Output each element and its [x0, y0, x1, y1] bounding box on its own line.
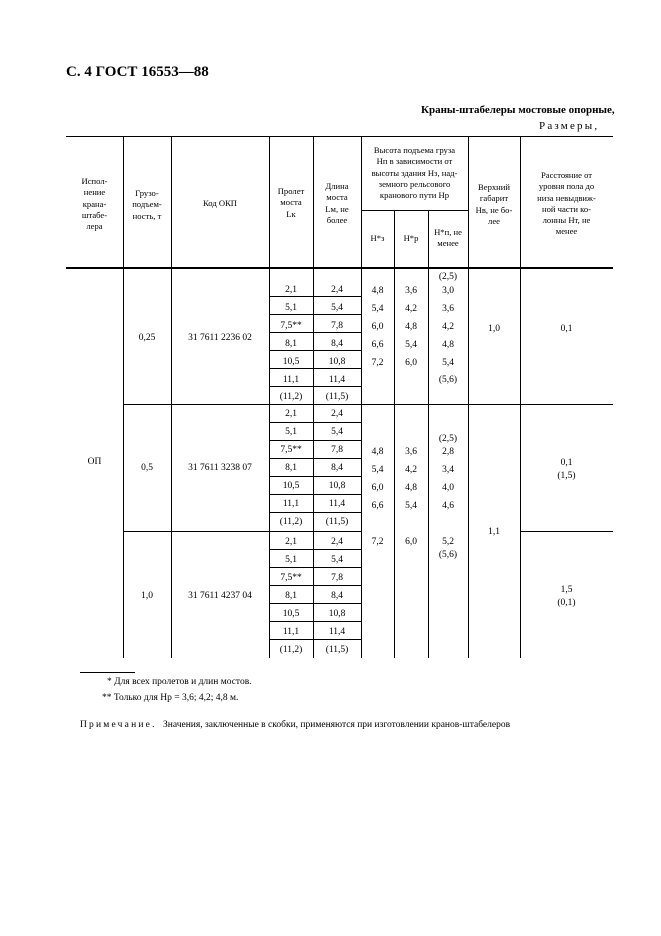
span-cell: (11,2) [279, 645, 303, 655]
span-cell: 5,1 [285, 303, 297, 313]
okp-cell: 31 7611 2236 02 [188, 333, 252, 343]
span-cell: 5,1 [285, 555, 297, 565]
hz-cell: 6,6 [371, 501, 384, 511]
length-cell: 11,4 [328, 499, 346, 509]
hz-cell: 7,2 [371, 358, 384, 368]
length-cell: 11,4 [328, 627, 346, 637]
length-cell: 2,4 [331, 537, 343, 547]
header-execution: Испол- нение крана- штабе- лера [81, 176, 108, 232]
length-cell: 5,4 [331, 555, 343, 565]
hr-cell: 5,4 [405, 340, 417, 350]
hp-cell: 5,4 [442, 358, 454, 368]
header-hp: H*п, не менее [434, 227, 462, 249]
header-floor-distance: Расстояние от уровня пола до низа невыдвиж- ной части ко- лонны Hт, не менее [537, 170, 596, 237]
hr-cell: 4,2 [405, 304, 417, 314]
hr-cell: 3,6 [405, 286, 417, 296]
span-cell: (11,2) [279, 517, 303, 527]
hp-cell: 4,2 [442, 322, 454, 332]
footnote: ** Только для Hр = 3,6; 4,2; 4,8 м. [102, 693, 239, 703]
top-clearance-cell: 1,1 [488, 527, 500, 537]
span-cell: 8,1 [285, 463, 297, 473]
span-cell: 11,1 [282, 627, 300, 637]
span-cell: 2,1 [285, 537, 297, 547]
hp-cell: 3,4 [442, 465, 454, 475]
length-cell: 2,4 [331, 285, 343, 295]
hr-cell: 6,0 [405, 358, 417, 368]
length-cell: 11,4 [328, 375, 346, 385]
header-span: Пролет моста Lк [277, 186, 305, 219]
footnote: * Для всех пролетов и длин мостов. [107, 677, 252, 687]
hp-cell: (5,6) [438, 550, 458, 560]
capacity-cell: 0,5 [141, 463, 153, 473]
length-cell: 8,4 [331, 463, 343, 473]
span-cell: 8,1 [285, 339, 297, 349]
note-text: Значения, заключенные в скобки, применяются при изготовлении кранов-штабелеров [163, 720, 511, 730]
length-cell: 8,4 [331, 591, 343, 601]
top-clearance-cell: 1,0 [488, 324, 500, 334]
span-cell: 11,1 [282, 375, 300, 385]
length-cell: 7,8 [331, 321, 343, 331]
hp-cell: 4,0 [442, 483, 454, 493]
span-cell: 11,1 [282, 499, 300, 509]
length-cell: 8,4 [331, 339, 343, 349]
header-hz: H*з [370, 233, 385, 243]
span-cell: 10,5 [282, 357, 300, 367]
span-cell: 8,1 [285, 591, 297, 601]
length-cell: 10,8 [328, 481, 346, 491]
hr-cell: 4,8 [405, 483, 417, 493]
length-cell: 2,4 [331, 409, 343, 419]
hr-cell: 5,4 [405, 501, 417, 511]
hp-cell: 3,0 [442, 286, 454, 296]
length-cell: 7,8 [331, 573, 343, 583]
span-cell: 10,5 [282, 481, 300, 491]
length-cell: 7,8 [331, 445, 343, 455]
span-cell: 7,5** [280, 321, 302, 331]
span-cell: 7,5** [280, 445, 302, 455]
hz-cell: 6,0 [371, 483, 384, 493]
hp-cell: 2,8 [442, 447, 454, 457]
length-cell: 10,8 [328, 357, 346, 367]
header-lift-group: Высота подъема груза Hп в зависимости от высоты здания Hз, над- земного рельсового кранового пути Hр [371, 145, 458, 201]
floor-distance-cell: 1,5 [560, 585, 573, 595]
okp-cell: 31 7611 4237 04 [188, 591, 252, 601]
header-top-clearance: Верхний габарит Hв, не бо- лее [475, 182, 513, 226]
note-label: Примечание. [80, 720, 157, 730]
header-capacity: Грузо- подъем- ность, т [132, 188, 162, 221]
execution-cell: ОП [87, 457, 102, 467]
hz-cell: 6,6 [371, 340, 384, 350]
note [80, 720, 510, 730]
hp-cell: 4,6 [442, 501, 454, 511]
hz-cell: 6,0 [371, 322, 384, 332]
table-caption: Краны-штабелеры мостовые опорные, [421, 104, 615, 116]
span-cell: 5,1 [285, 427, 297, 437]
capacity-cell: 0,25 [138, 333, 156, 343]
hz-cell: 7,2 [371, 537, 384, 547]
hp-cell: (2,5) [438, 434, 458, 444]
page-header: С. 4 ГОСТ 16553—88 [66, 64, 209, 80]
hz-cell: 4,8 [371, 447, 384, 457]
floor-distance-cell: 0,1 [560, 324, 573, 334]
header-okp: Код ОКП [202, 198, 238, 208]
okp-cell: 31 7611 3238 07 [188, 463, 252, 473]
header-length: Длина моста Lм, не более [325, 181, 349, 225]
span-cell: 7,5** [280, 573, 302, 583]
floor-distance-cell: 0,1 [560, 458, 573, 468]
length-cell: 5,4 [331, 303, 343, 313]
span-cell: 2,1 [285, 409, 297, 419]
length-cell: 10,8 [328, 609, 346, 619]
hp-cell: 4,8 [442, 340, 454, 350]
hp-cell: 5,2 [442, 537, 454, 547]
capacity-cell: 1,0 [141, 591, 153, 601]
units-caption: Размеры, [539, 120, 600, 132]
hr-cell: 4,8 [405, 322, 417, 332]
floor-distance-cell: (0,1) [557, 598, 576, 608]
hr-cell: 3,6 [405, 447, 417, 457]
length-cell: 5,4 [331, 427, 343, 437]
span-cell: (11,2) [279, 392, 303, 402]
length-cell: (11,5) [325, 392, 349, 402]
hp-cell: (2,5) [438, 272, 458, 282]
span-cell: 2,1 [285, 285, 297, 295]
hp-cell: 3,6 [442, 304, 454, 314]
length-cell: (11,5) [325, 645, 349, 655]
hz-cell: 5,4 [371, 465, 384, 475]
hr-cell: 4,2 [405, 465, 417, 475]
hr-cell: 6,0 [405, 537, 417, 547]
length-cell: (11,5) [325, 517, 349, 527]
span-cell: 10,5 [282, 609, 300, 619]
hz-cell: 5,4 [371, 304, 384, 314]
hz-cell: 4,8 [371, 286, 384, 296]
footnote-divider [80, 672, 135, 673]
header-hr: H*р [403, 233, 419, 243]
floor-distance-cell: (1,5) [557, 471, 576, 481]
hp-cell: (5,6) [438, 375, 458, 385]
